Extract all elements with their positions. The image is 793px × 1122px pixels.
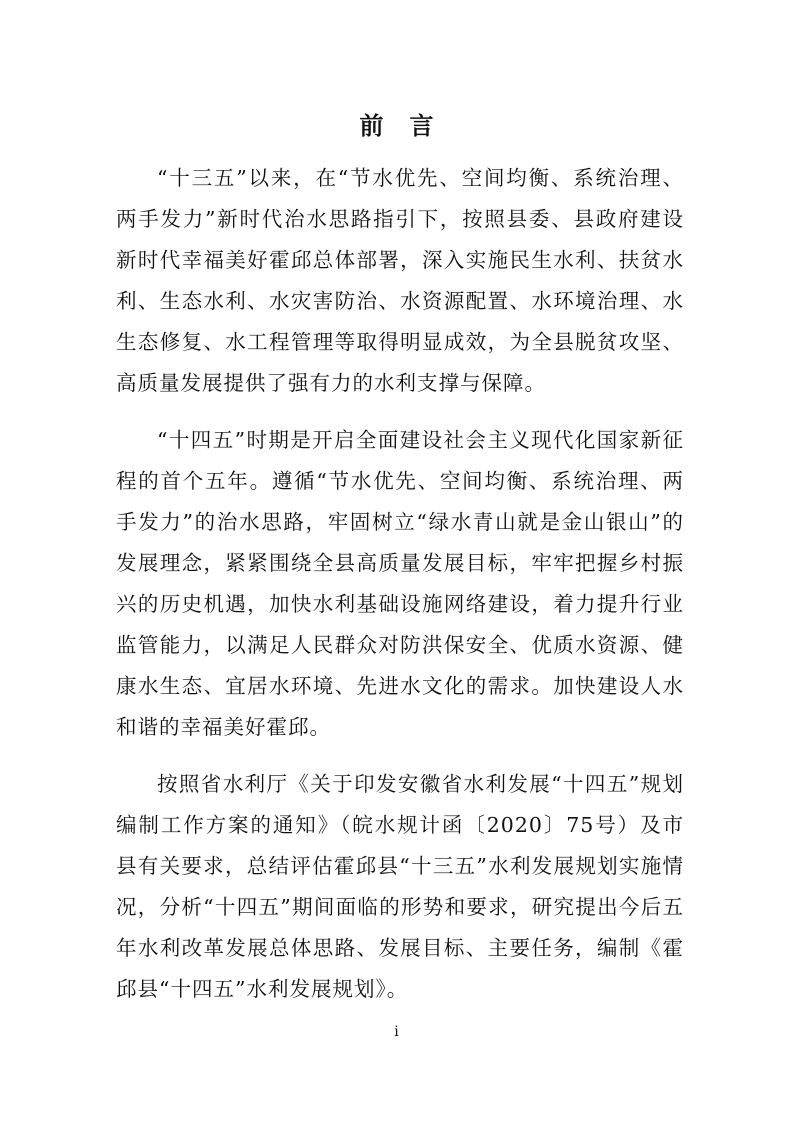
paragraph-3: 按照省水利厅《关于印发安徽省水利发展“十四五”规划编制工作方案的通知》（皖水规计函〔2020〕75号）及市县有关要求，总结评估霍邱县“十三五”水利发展规划实施情况，分析“十四五”期间面临的形势和要求，研究提出今后五年水利改革发展总体思路、发展目标、主要任务，编制《霍邱县“十四五”水利发展规划》。 xyxy=(116,772,684,1001)
page-number: i xyxy=(394,1024,399,1040)
paragraph-2: “十四五”时期是开启全面建设社会主义现代化国家新征程的首个五年。遵循“节水优先、空间均衡、系统治理、两手发力”的治水思路，牢固树立“绿水青山就是金山银山”的发展理念，紧紧围绕全县高质量发展目标，牢牢把握乡村振兴的历史机遇，加快水利基础设施网络建设，着力提升行业监管能力，以满足人民群众对防洪保安全、优质水资源、健康水生态、宜居水环境、先进水文化的需求。加快建设人水和谐的幸福美好霍邱。 xyxy=(116,428,684,739)
page-title: 前言 xyxy=(359,111,460,140)
body-text xyxy=(116,158,684,1026)
paragraph-1: “十三五”以来，在“节水优先、空间均衡、系统治理、两手发力”新时代治水思路指引下，按照县委、县政府建设新时代幸福美好霍邱总体部署，深入实施民生水利、扶贫水利、生态水利、水灾害防治、水资源配置、水环境治理、水生态修复、水工程管理等取得明显成效，为全县脱贫攻坚、高质量发展提供了强有力的水利支撑与保障。 xyxy=(116,166,684,395)
